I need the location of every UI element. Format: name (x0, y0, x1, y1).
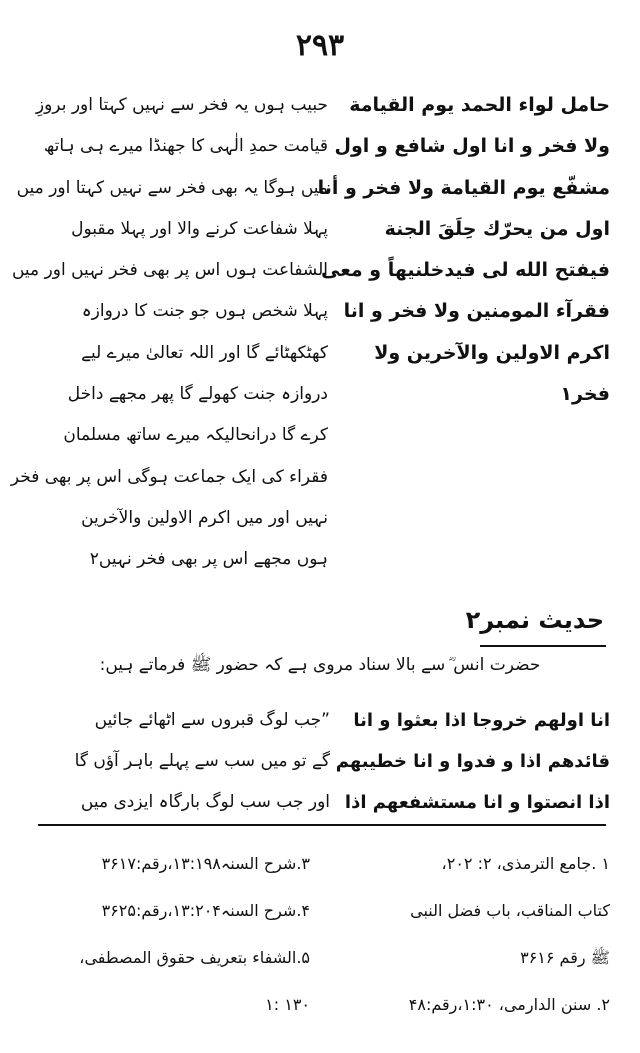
footnote-row (40, 887, 610, 934)
hadith-intro-line: حضرت انس ؓ سے بالا سناد مروی ہے کہ حضور ﷺ فرماتے ہیں: (99, 655, 541, 675)
urdu-line: کھٹکھٹائے گا اور اللہ تعالیٰ میرے لیے (81, 342, 328, 363)
arabic-line: فقرآء المومنين ولا فخر و انا (343, 300, 610, 323)
urdu-line: میں ہوگا یہ بھی فخر سے نہیں کہتا اور میں (16, 177, 328, 198)
footnote-row (40, 840, 610, 887)
footnote-text: ﷺ رقم ۳۶۱۶ (520, 948, 610, 967)
arabic-line: اول من يحرّك حِلَقَ الجنة (384, 217, 610, 240)
urdu-line: گے تو میں سب سے پہلے باہر آؤں گا (74, 751, 330, 771)
footnote-text: ۱ .جامع الترمذی، ۲: ۲۰۲، (441, 854, 610, 873)
urdu-line: ”جب لوگ قبروں سے اٹھائے جائیں (94, 710, 330, 730)
footnote-text: ۳.شرح السنہ۱۳:۱۹۸،رقم:۳۶۱۷ (101, 854, 310, 873)
urdu-line: حبیب ہوں یہ فخر سے نہیں کہتا اور بروزِ (35, 95, 328, 115)
hadith-2-row (40, 782, 610, 823)
arabic-line: فيفتح الله لى فيدخلنيهاً و معى (320, 259, 610, 282)
urdu-line: فقراء کی ایک جماعت ہوگی اس پر بھی فخر (10, 466, 328, 487)
arabic-line: حامل لواء الحمد يوم القيامة (349, 94, 610, 116)
footnote-text: كتاب المناقب، باب فضل النبى (410, 901, 610, 920)
hadith-2-row (40, 741, 610, 782)
urdu-line: قیامت حمدِ الٰہی کا جھنڈا میرے ہی ہاتھ (43, 136, 328, 157)
urdu-line: اور جب سب لوگ بارگاہ ایزدی میں (80, 792, 330, 812)
arabic-line: اذا انصتوا و انا مستشفعهم اذا (344, 792, 610, 813)
arabic-line: فخر۱ (560, 383, 610, 406)
page-number: ٢٩٣ (295, 28, 345, 63)
arabic-line: مشفّع يوم القيامة ولا فخر و أنا (317, 176, 610, 199)
footnote-text: ۴.شرح السنہ۱۳:۲۰۴،رقم:۳۶۲۵ (101, 901, 310, 920)
footnote-text: ۵.الشفاء بتعريف حقوق المصطفى، (79, 948, 310, 967)
arabic-line: اكرم الاولين والآخرين ولا (374, 341, 610, 364)
footnote-row (40, 981, 610, 1028)
urdu-line: پہلا شخص ہوں جو جنت کا دروازہ (81, 301, 328, 322)
hadith-2-block (40, 700, 610, 823)
hadith-2-row (40, 700, 610, 741)
urdu-line: پہلا شفاعت کرنے والا اور پہلا مقبول (71, 218, 328, 239)
urdu-line: ہوں مجھے اس پر بھی فخر نہیں۲ (89, 549, 328, 570)
footnote-row (40, 934, 610, 981)
hadith-heading: حدیث نمبر۲ (465, 606, 604, 634)
footnote-text: ۲. سنن الدارمی، ۱:۳۰،رقم:۴۸ (408, 995, 610, 1014)
arabic-line: قائدهم اذا و فدوا و انا خطيبهم (335, 751, 610, 772)
footnote-text: ۱۳۰ :۱ (265, 995, 310, 1014)
urdu-line: دروازہ جنت کھولے گا پھر مجھے داخل (67, 384, 328, 405)
urdu-line: الشفاعت ہوں اس پر بھی فخر نہیں اور میں (11, 260, 328, 281)
footnotes (40, 840, 610, 1028)
arabic-line: انا اولهم خروجا اذا بعثوا و انا (353, 710, 610, 731)
urdu-line: کرے گا درانحالیکہ میرے ساتھ مسلمان (63, 425, 328, 446)
arabic-hadith-1-text (317, 85, 610, 415)
heading-underline (480, 645, 606, 647)
urdu-line: نہیں اور میں اکرم الاولین والآخرین (81, 507, 328, 528)
arabic-line: ولا فخر و انا اول شافع و اول (334, 135, 610, 158)
footnote-divider (38, 824, 606, 826)
urdu-translation-1 (10, 85, 328, 581)
